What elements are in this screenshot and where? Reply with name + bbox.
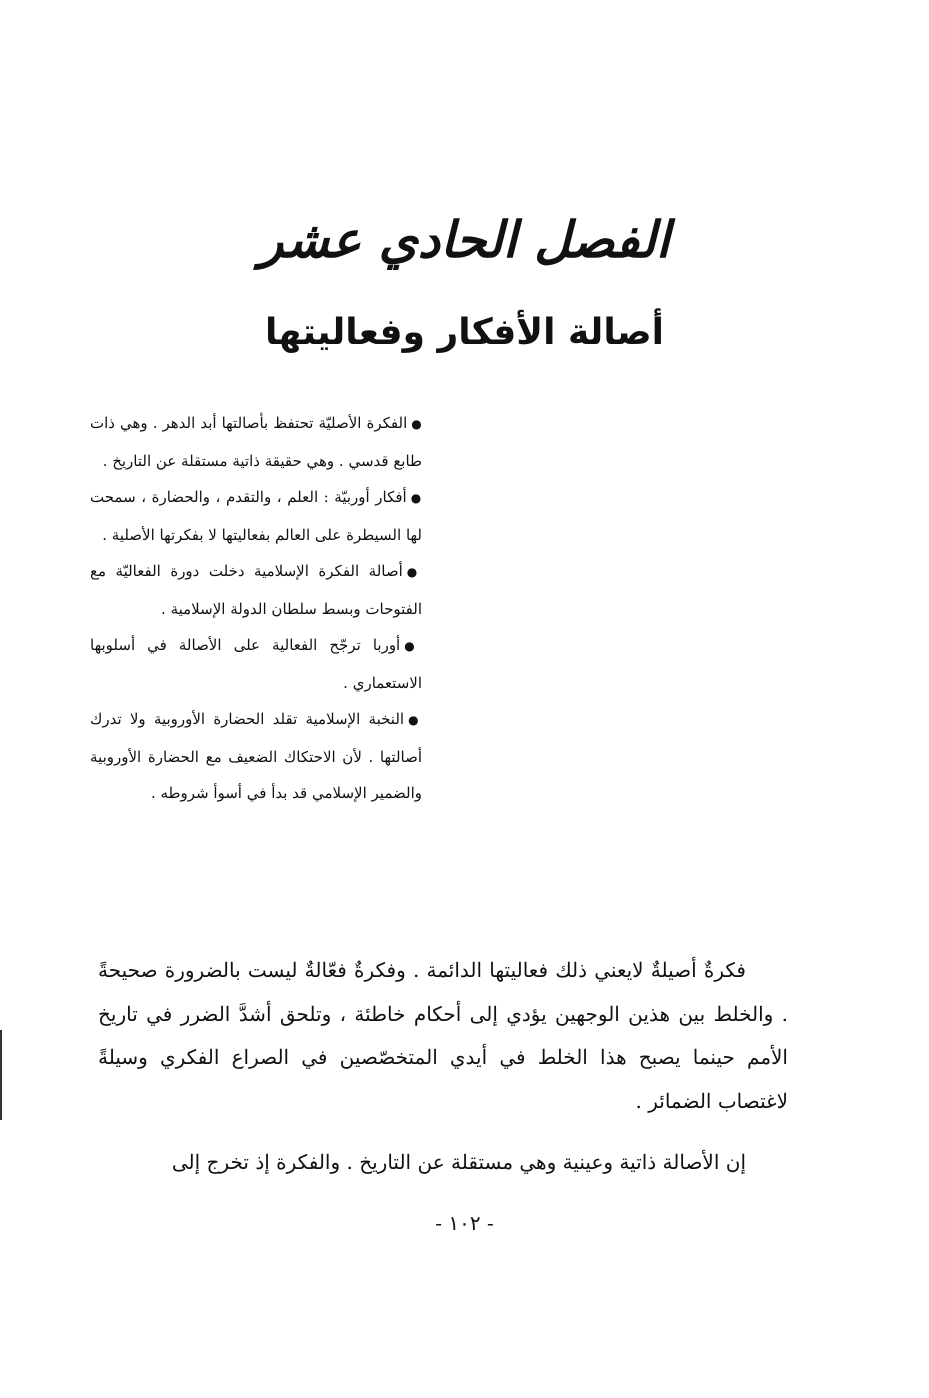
bullet-icon: ● — [406, 565, 422, 579]
chapter-heading: الفصل الحادي عشر — [259, 210, 670, 269]
bullet-icon: ● — [404, 639, 422, 653]
page-number: - ١٠٢ - — [435, 1211, 494, 1235]
bullet-icon: ● — [408, 713, 422, 727]
summary-item — [90, 405, 422, 479]
summary-item-text: أفكار أوربيّة : العلم ، والتقدم ، والحضارة ، سمحت لها السيطرة على العالم بفعاليتها لا بفكرتها الأصلية . — [90, 488, 422, 544]
bullet-icon: ● — [410, 491, 422, 505]
chapter-summary-list — [90, 405, 422, 812]
bullet-icon: ● — [411, 417, 422, 431]
summary-item-text: الفكرة الأصليّة تحتفظ بأصالتها أبد الدهر . وهي ذات طابع قدسي . وهي حقيقة ذاتية مستقلة عن التاريخ . — [90, 414, 422, 470]
chapter-title: أصالة الأفكار وفعاليتها — [265, 312, 664, 353]
body-paragraph: فكرةٌ أصيلةٌ لايعني ذلك فعاليتها الدائمة . وفكرةٌ فعّالةٌ ليست بالضرورة صحيحةً . والخلط بين هذين الوجهين يؤدي إلى أحكام خاطئة ، وتلحق أشدَّ الضرر في تاريخ الأمم حينما يصبح هذا الخلط في أيدي المتخصّصين في الصراع الفكري وسيلةً لاغتصاب الضمائر . — [98, 958, 788, 1113]
summary-item — [90, 479, 422, 553]
summary-item — [90, 627, 422, 701]
summary-item-text: أوربا ترجّح الفعالية على الأصالة في أسلوبها الاستعماري . — [90, 636, 422, 692]
scan-edge-mark — [0, 1030, 2, 1120]
summary-item — [90, 553, 422, 627]
summary-item-text: أصالة الفكرة الإسلامية دخلت دورة الفعاليّة مع الفتوحات وبسط سلطان الدولة الإسلامية . — [90, 562, 422, 618]
summary-item — [90, 701, 422, 812]
summary-item-text: النخبة الإسلامية تقلد الحضارة الأوروبية ولا تدرك أصالتها . لأن الاحتكاك الضعيف مع الحضارة الأوروبية والضمير الإسلامي قد بدأ في أسوأ شروطه . — [90, 710, 422, 802]
body-paragraph: إن الأصالة ذاتية وعينية وهي مستقلة عن التاريخ . والفكرة إذ تخرج إلى — [171, 1150, 746, 1174]
